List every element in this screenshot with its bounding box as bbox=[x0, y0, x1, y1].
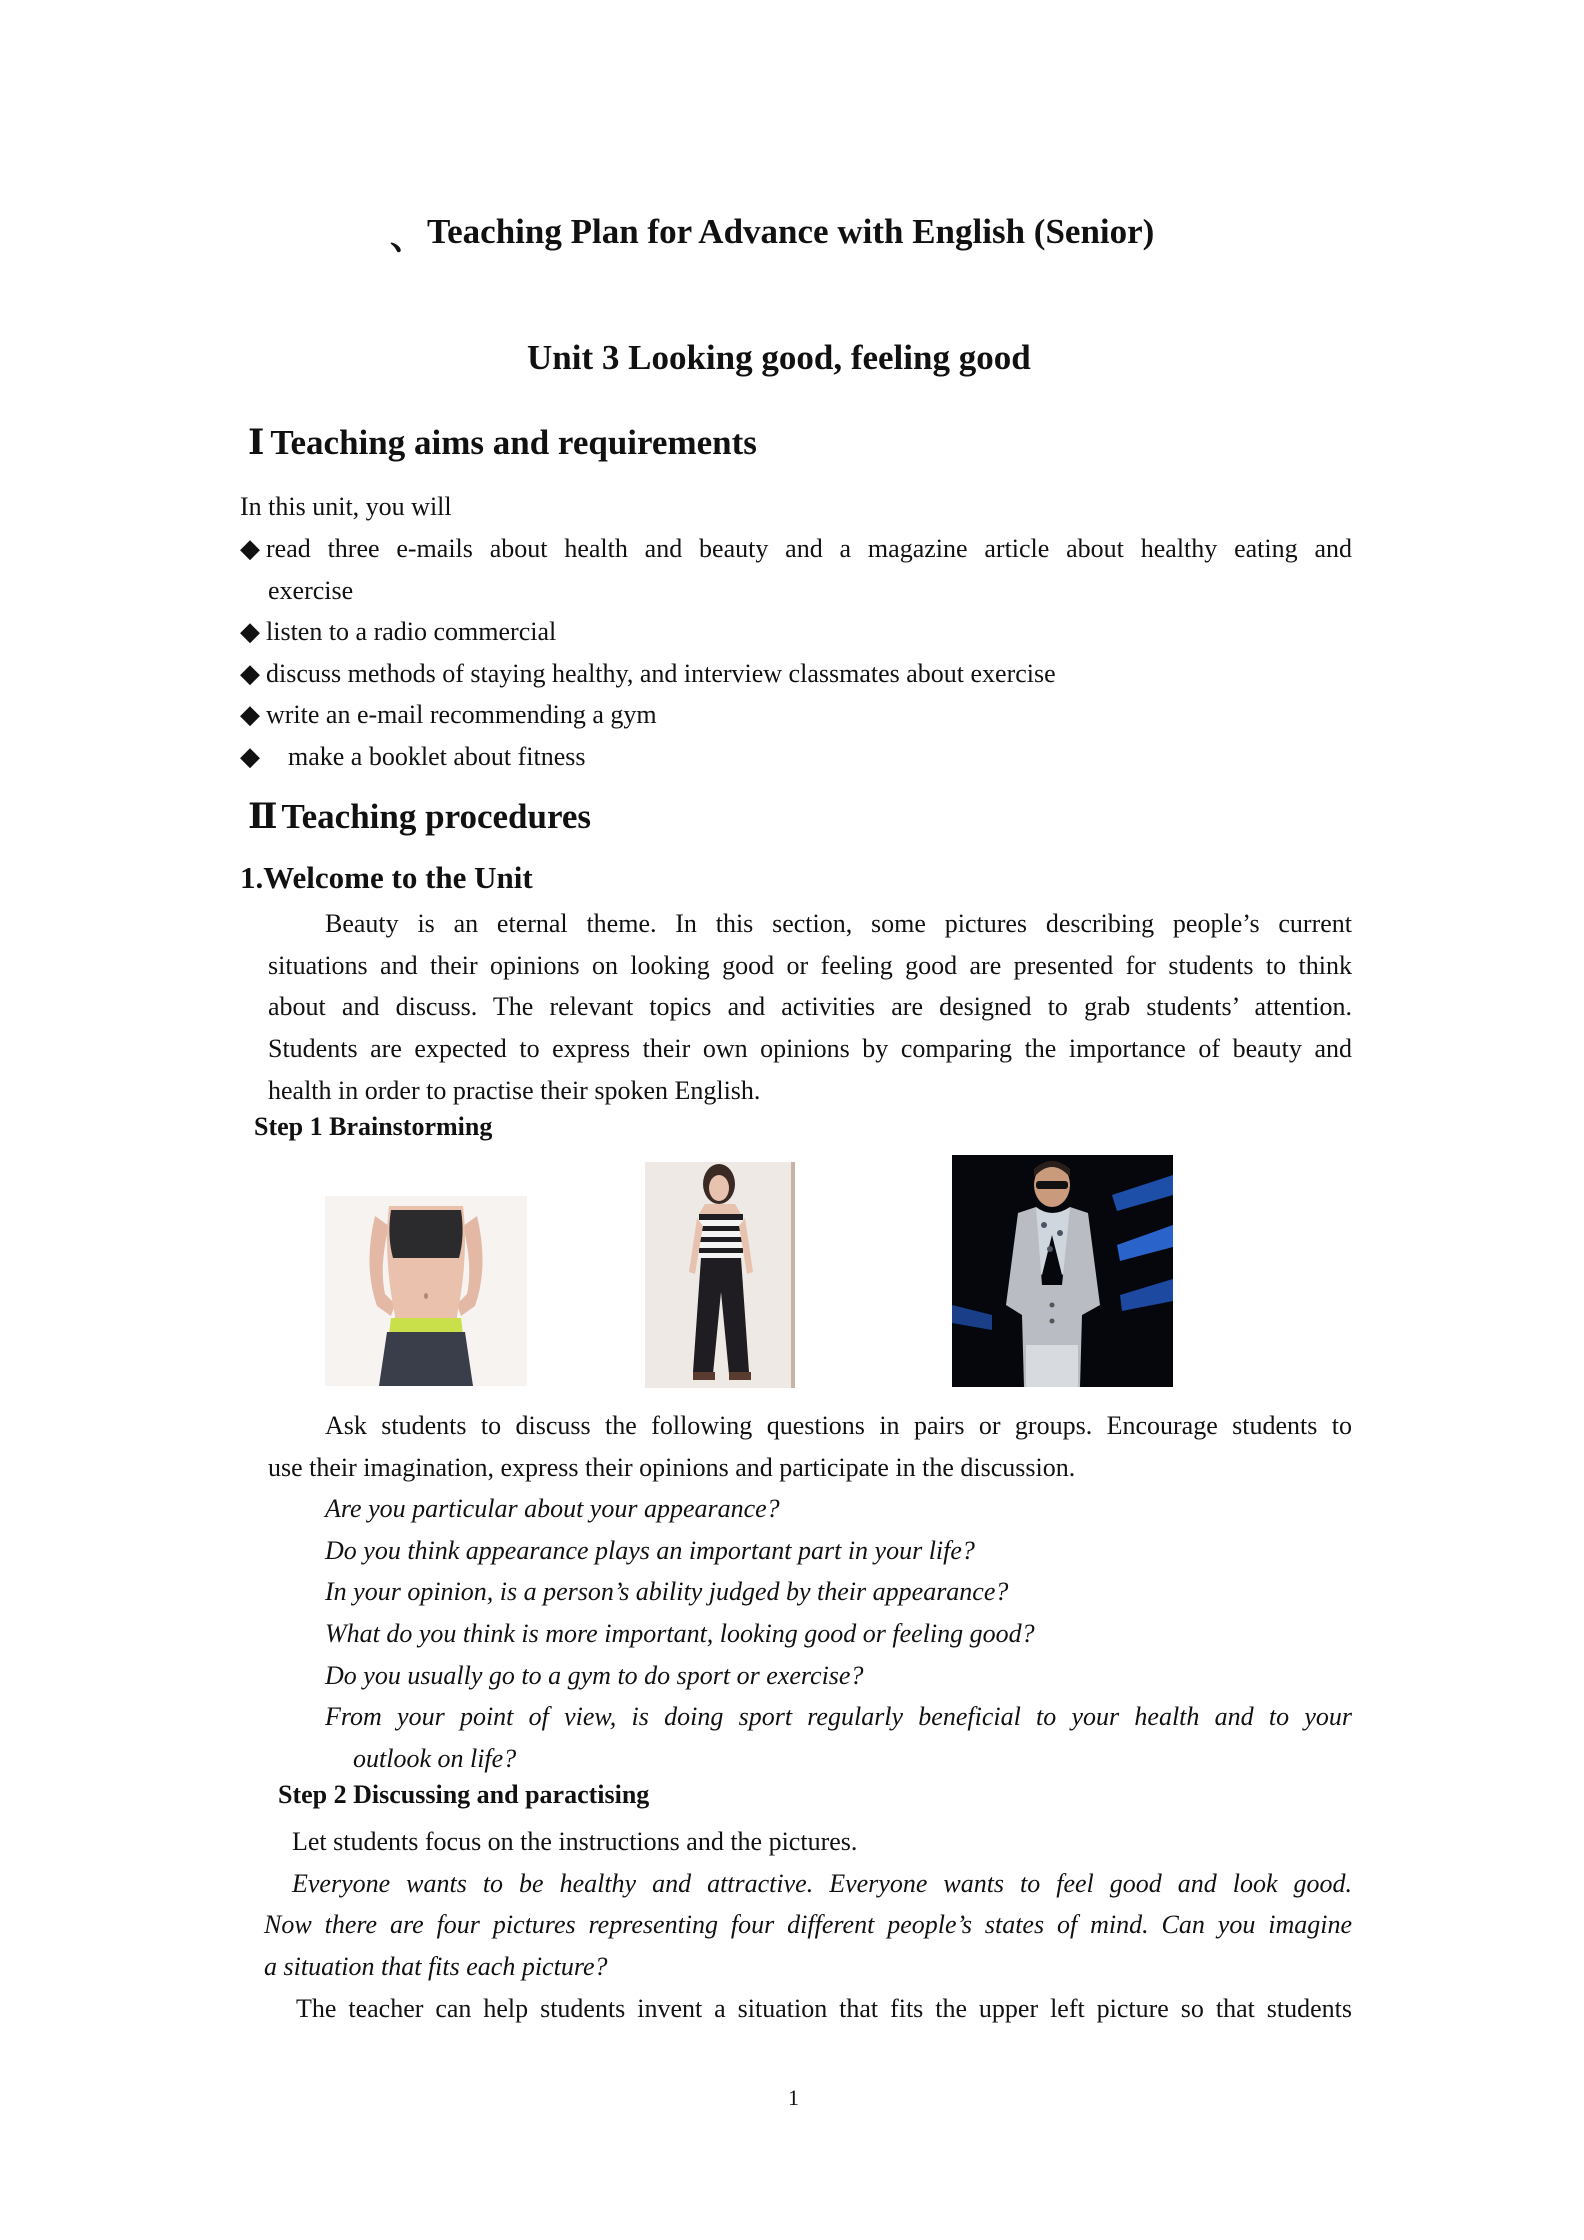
paragraph-line: Beauty is an eternal theme. In this section, some pictures describing people’s current bbox=[325, 909, 1352, 938]
section1-heading bbox=[248, 422, 757, 463]
striped-top-woman-illustration bbox=[645, 1162, 795, 1388]
bullet-text: read three e-mails about health and beauty and a magazine article about healthy eating and bbox=[266, 534, 1352, 563]
paragraph-line: Ask students to discuss the following questions in pairs or groups. Encourage students to bbox=[325, 1411, 1352, 1440]
bullet-item bbox=[240, 611, 556, 653]
document-title: Teaching Plan for Advance with English (Senior) bbox=[427, 212, 1155, 251]
paragraph-line: about and discuss. The relevant topics and activities are designed to grab students’ attention. bbox=[268, 992, 1352, 1021]
unit-title: Unit 3 Looking good, feeling good bbox=[527, 338, 1031, 377]
bullet-text: listen to a radio commercial bbox=[266, 617, 557, 646]
page-number: 1 bbox=[788, 2085, 799, 2110]
paragraph-line: situations and their opinions on looking good or feeling good are presented for students to think bbox=[268, 951, 1352, 980]
question-line: What do you think is more important, looking good or feeling good? bbox=[325, 1619, 1035, 1648]
striped-top-woman-photo bbox=[645, 1162, 795, 1388]
question-line: Do you usually go to a gym to do sport or exercise? bbox=[325, 1661, 864, 1690]
question-line: From your point of view, is doing sport regularly beneficial to your health and to your bbox=[325, 1702, 1352, 1731]
bullet-item bbox=[240, 528, 1352, 570]
bullet-diamond-icon: ◆ bbox=[240, 617, 260, 646]
section2-heading-text: Teaching procedures bbox=[281, 797, 592, 836]
section1-heading-text: Teaching aims and requirements bbox=[270, 423, 757, 462]
bullet-text: discuss methods of staying healthy, and interview classmates about exercise bbox=[266, 659, 1056, 688]
bullet-text-continuation: exercise bbox=[268, 576, 354, 605]
question-line: Do you think appearance plays an important part in your life? bbox=[325, 1536, 975, 1565]
italic-line: Everyone wants to be healthy and attractive. Everyone wants to feel good and look good. bbox=[292, 1869, 1352, 1898]
paragraph-line: Students are expected to express their own opinions by comparing the importance of beauty and bbox=[268, 1034, 1352, 1063]
italic-line: a situation that fits each picture? bbox=[264, 1952, 608, 1981]
bullet-item bbox=[240, 694, 657, 736]
paragraph-line: use their imagination, express their opinions and participate in the discussion. bbox=[268, 1453, 1076, 1482]
bullet-text: make a booklet about fitness bbox=[288, 742, 586, 771]
question-line: In your opinion, is a person’s ability judged by their appearance? bbox=[325, 1577, 1009, 1606]
bullet-item bbox=[240, 653, 1056, 695]
section1-numeral: Ⅰ bbox=[248, 423, 265, 462]
bullet-diamond-icon: ◆ bbox=[240, 700, 260, 729]
runway-model-illustration bbox=[952, 1155, 1173, 1387]
runway-model-photo bbox=[952, 1155, 1173, 1387]
step1-heading: Step 1 Brainstorming bbox=[254, 1112, 493, 1141]
section1-intro: In this unit, you will bbox=[240, 492, 452, 521]
bullet-item bbox=[240, 736, 585, 778]
welcome-subheading: 1.Welcome to the Unit bbox=[240, 860, 533, 895]
focus-line: Let students focus on the instructions and the pictures. bbox=[292, 1827, 858, 1856]
bullet-diamond-icon: ◆ bbox=[240, 659, 260, 688]
section2-heading bbox=[248, 796, 591, 837]
italic-line: Now there are four pictures representing four different people’s states of mind. Can you imagine bbox=[264, 1910, 1352, 1939]
bullet-diamond-icon: ◆ bbox=[240, 742, 260, 771]
question-line: Are you particular about your appearance? bbox=[325, 1494, 780, 1523]
step2-heading: Step 2 Discussing and paractising bbox=[278, 1780, 650, 1809]
question-line-continuation: outlook on life? bbox=[353, 1744, 517, 1773]
fitness-woman-illustration bbox=[325, 1196, 527, 1386]
bullet-diamond-icon: ◆ bbox=[240, 534, 260, 563]
fitness-woman-photo bbox=[325, 1196, 527, 1386]
bullet-text: write an e-mail recommending a gym bbox=[266, 700, 657, 729]
paragraph-line: The teacher can help students invent a situation that fits the upper left picture so that students bbox=[296, 1994, 1352, 2023]
title-mark: 、 bbox=[390, 218, 426, 257]
section2-numeral: Ⅱ bbox=[248, 797, 278, 836]
paragraph-line: health in order to practise their spoken English. bbox=[268, 1076, 761, 1105]
